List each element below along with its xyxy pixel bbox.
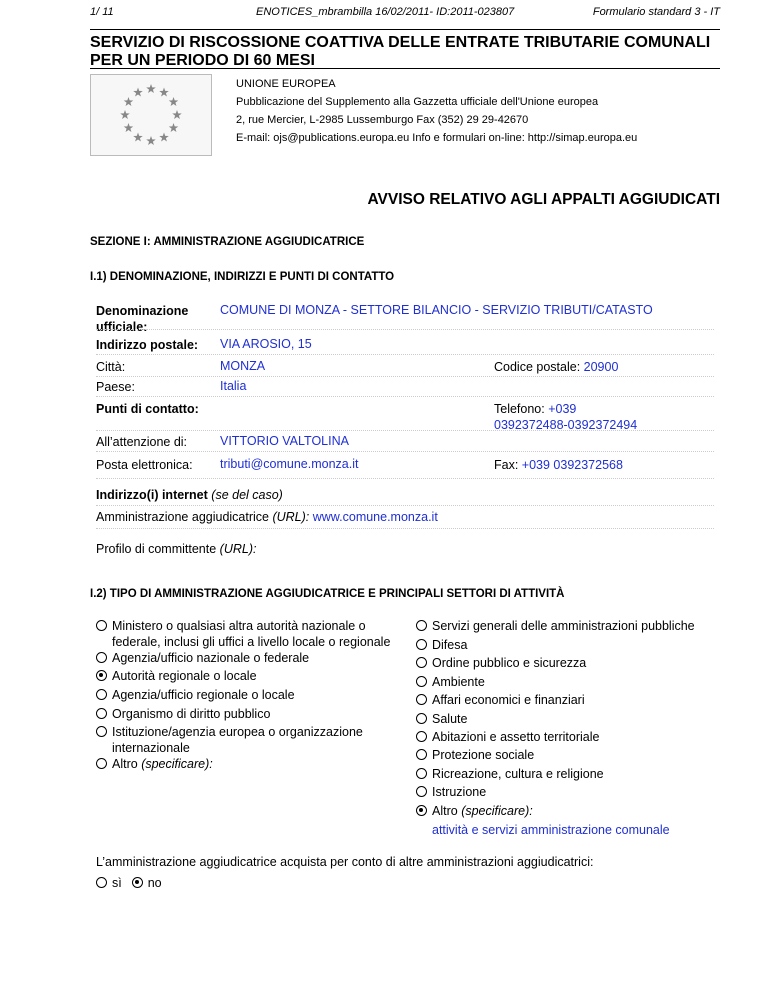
- radio-selected-icon[interactable]: [96, 670, 107, 681]
- row-divider: [96, 329, 714, 330]
- paese-value: Italia: [220, 379, 247, 393]
- row-divider: [96, 376, 714, 377]
- flag-star-icon: [146, 136, 156, 145]
- subsection-heading: I.2) TIPO DI AMMINISTRAZIONE AGGIUDICATRICE E PRINCIPALI SETTORI DI ATTIVITÀ: [90, 588, 565, 600]
- radio-icon[interactable]: [416, 768, 427, 779]
- title-rule: [90, 68, 720, 69]
- page-number: 1/ 11: [90, 6, 114, 18]
- behalf-options: [96, 875, 162, 891]
- flag-star-icon: [120, 110, 130, 119]
- citta-label: Città:: [96, 360, 126, 374]
- eu-flag-icon: [90, 74, 212, 156]
- option-difesa: Difesa: [416, 637, 467, 653]
- publisher-line: E-mail: ojs@publications.europa.eu Info e formulari on-line: http://simap.europa.eu: [236, 132, 638, 144]
- url-row: Amministrazione aggiudicatrice (URL): www.comune.monza.it: [96, 510, 438, 524]
- radio-icon[interactable]: [96, 877, 107, 888]
- row-divider: [96, 505, 714, 506]
- profilo-row: Profilo di committente (URL):: [96, 542, 257, 556]
- flag-star-icon: [133, 133, 143, 142]
- option-agenzia-regionale: Agenzia/ufficio regionale o locale: [96, 687, 295, 703]
- section-heading: SEZIONE I: AMMINISTRAZIONE AGGIUDICATRICE: [90, 236, 365, 248]
- flag-star-icon: [146, 84, 156, 93]
- email-label: Posta elettronica:: [96, 458, 193, 472]
- radio-icon[interactable]: [416, 657, 427, 668]
- option-istituzione-europea: Istituzione/agenzia europea o organizzazione internazionale: [96, 724, 363, 756]
- radio-icon[interactable]: [96, 758, 107, 769]
- flag-star-icon: [172, 110, 182, 119]
- option-altro-right: Altro (specificare): attività e servizi amministrazione comunale: [416, 803, 670, 838]
- flag-star-icon: [159, 87, 169, 96]
- altro-value: attività e servizi amministrazione comunale: [432, 823, 670, 837]
- radio-icon[interactable]: [416, 676, 427, 687]
- option-ambiente: Ambiente: [416, 674, 485, 690]
- citta-value: MONZA: [220, 359, 266, 373]
- radio-icon[interactable]: [416, 731, 427, 742]
- flag-star-icon: [124, 97, 134, 106]
- document-title: SERVIZIO DI RISCOSSIONE COATTIVA DELLE ENTRATE TRIBUTARIE COMUNALI PER UN PERIODO DI 60 MESI: [90, 34, 711, 69]
- fax-field: Fax: +039 0392372568: [494, 458, 623, 472]
- internet-heading: Indirizzo(i) internet (se del caso): [96, 488, 283, 502]
- flag-star-icon: [169, 123, 179, 132]
- radio-icon[interactable]: [416, 749, 427, 760]
- option-autorita-regionale: Autorità regionale o locale: [96, 668, 257, 684]
- option-ordine-pubblico: Ordine pubblico e sicurezza: [416, 655, 586, 671]
- option-ministero: Ministero o qualsiasi altra autorità nazionale o federale, inclusi gli uffici a livello locale o regionale: [96, 618, 390, 650]
- telefono-field: Telefono: +039 0392372488-0392372494: [494, 402, 638, 432]
- radio-selected-icon[interactable]: [416, 805, 427, 816]
- option-protezione-sociale: Protezione sociale: [416, 747, 534, 763]
- subsection-heading: I.1) DENOMINAZIONE, INDIRIZZI E PUNTI DI CONTATTO: [90, 271, 395, 283]
- flag-star-icon: [124, 123, 134, 132]
- url-link[interactable]: www.comune.monza.it: [309, 510, 438, 524]
- row-divider: [96, 451, 714, 452]
- notice-title: AVVISO RELATIVO AGLI APPALTI AGGIUDICATI: [367, 191, 720, 208]
- option-servizi-generali: Servizi generali delle amministrazioni pubbliche: [416, 618, 695, 634]
- option-altro-left: Altro (specificare):: [96, 756, 213, 772]
- row-divider: [96, 478, 714, 479]
- document-id: ENOTICES_mbrambilla 16/02/2011- ID:2011-023807: [256, 6, 515, 18]
- option-no: no: [147, 876, 162, 890]
- behalf-question: L’amministrazione aggiudicatrice acquista per conto di altre amministrazioni aggiudicatrici:: [96, 855, 594, 869]
- indirizzo-label: Indirizzo postale:: [96, 338, 199, 352]
- email-value: tributi@comune.monza.it: [220, 457, 359, 471]
- option-affari-economici: Affari economici e finanziari: [416, 692, 585, 708]
- radio-icon[interactable]: [96, 708, 107, 719]
- radio-icon[interactable]: [416, 639, 427, 650]
- option-abitazioni: Abitazioni e assetto territoriale: [416, 729, 599, 745]
- denominazione-value: COMUNE DI MONZA - SETTORE BILANCIO - SERVIZIO TRIBUTI/CATASTO: [220, 303, 653, 317]
- option-si: sì: [112, 876, 122, 890]
- attenzione-label: All’attenzione di:: [96, 435, 188, 449]
- option-agenzia-nazionale: Agenzia/ufficio nazionale o federale: [96, 650, 309, 666]
- option-ricreazione: Ricreazione, cultura e religione: [416, 766, 604, 782]
- flag-star-icon: [159, 133, 169, 142]
- header-rule: [90, 29, 720, 30]
- contatto-label: Punti di contatto:: [96, 402, 199, 416]
- publisher-line: Pubblicazione del Supplemento alla Gazzetta ufficiale dell'Unione europea: [236, 96, 599, 108]
- publisher-block: [236, 75, 637, 147]
- cap-field: Codice postale: 20900: [494, 360, 619, 374]
- attenzione-value: VITTORIO VALTOLINA: [220, 434, 349, 448]
- fax-value: +039 0392372568: [521, 458, 623, 472]
- denominazione-label: Denominazione ufficiale:: [96, 304, 189, 334]
- radio-icon[interactable]: [96, 652, 107, 663]
- paese-label: Paese:: [96, 380, 135, 394]
- radio-icon[interactable]: [96, 726, 107, 737]
- radio-icon[interactable]: [416, 694, 427, 705]
- row-divider: [96, 528, 714, 529]
- form-name: Formulario standard 3 - IT: [592, 6, 720, 18]
- radio-icon[interactable]: [416, 713, 427, 724]
- row-divider: [96, 396, 714, 397]
- flag-star-icon: [169, 97, 179, 106]
- option-organismo: Organismo di diritto pubblico: [96, 706, 270, 722]
- row-divider: [96, 430, 714, 431]
- option-istruzione: Istruzione: [416, 784, 486, 800]
- radio-selected-icon[interactable]: [132, 877, 143, 888]
- telefono-value: 0392372488-0392372494: [494, 418, 638, 432]
- radio-icon[interactable]: [96, 620, 107, 631]
- option-salute: Salute: [416, 711, 467, 727]
- radio-icon[interactable]: [416, 620, 427, 631]
- row-divider: [96, 354, 714, 355]
- flag-star-icon: [133, 87, 143, 96]
- radio-icon[interactable]: [416, 786, 427, 797]
- telefono-value: +039: [548, 402, 577, 416]
- publisher-line: UNIONE EUROPEA: [236, 78, 336, 90]
- publisher-line: 2, rue Mercier, L-2985 Lussemburgo Fax (352) 29 29-42670: [236, 114, 529, 126]
- radio-icon[interactable]: [96, 689, 107, 700]
- cap-value: 20900: [583, 360, 619, 374]
- indirizzo-value: VIA AROSIO, 15: [220, 337, 312, 351]
